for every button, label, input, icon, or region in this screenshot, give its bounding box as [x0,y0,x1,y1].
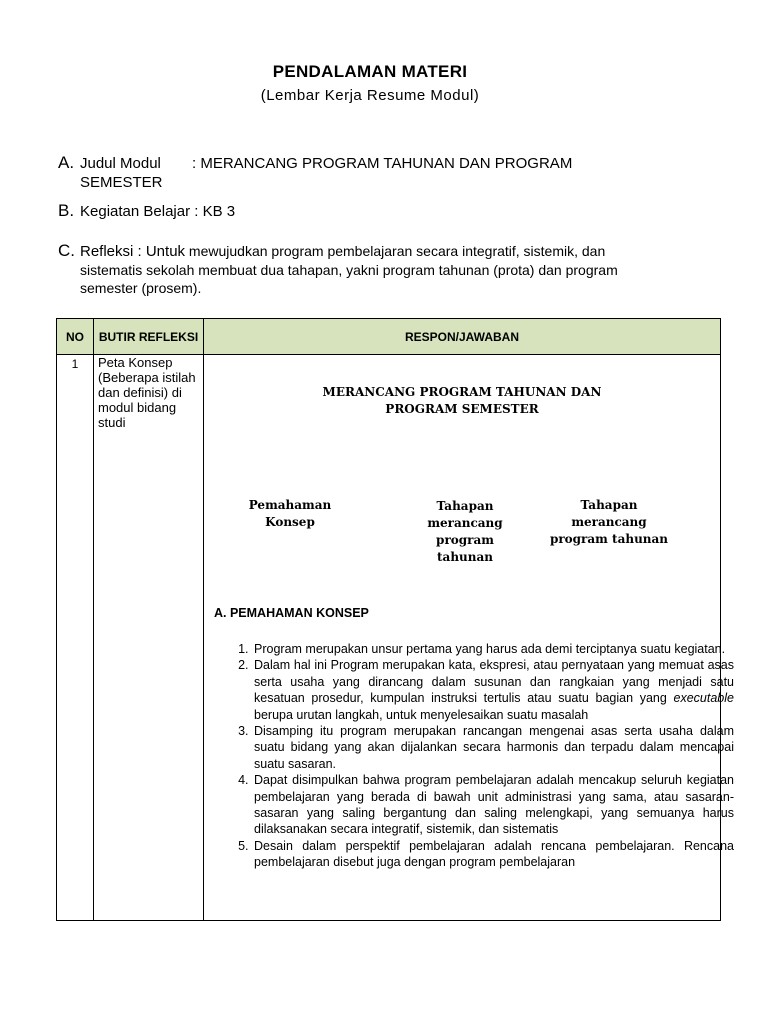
table-header-row [57,319,721,355]
concept-list [232,641,734,871]
table-row [57,355,721,921]
concept-node-tahapan-2: Tahapan merancang program tahunan [549,498,669,546]
section-heading-pemahaman-konsep: A. PEMAHAMAN KONSEP [214,606,369,620]
section-a-label: Judul Modul [80,155,161,172]
concept-node-pemahaman: Pemahaman Konsep [248,498,332,529]
row-number: 1 [57,355,94,921]
header-respon-jawaban: RESPON/JAWABAN [204,319,721,355]
list-item: 4. Dapat disimpulkan bahwa program pembelajaran adalah mencakup seluruh kegiatan pembelajaran yang berada di bawah unit administrasi yang sama, atau sasaran-sasaran yang saling bergantung dan saling melengkapi, yang semuanya harus dilaksanakan secara integratif, sistemik, dan sistematis [252,772,734,838]
header-butir-refleksi: BUTIR REFLEKSI [94,319,204,355]
row-butir: Peta Konsep (Beberapa istilah dan definisi) di modul bidang studi [94,355,204,921]
section-c-reflection [58,242,698,297]
section-c-letter: C. [58,241,75,260]
section-c-line3: semester (prosem). [80,280,202,296]
section-a-value-continued: SEMESTER [80,174,163,191]
row-respon [204,355,734,921]
section-c-line1: mewujudkan program pembelajaran secara integratif, sistemik, dan [185,243,606,259]
concept-map-title: MERANCANG PROGRAM TAHUNAN DAN PROGRAM SEMESTER [322,385,602,416]
concept-node-tahapan-1: Tahapan merancang program tahunan [427,499,503,564]
section-b-learning-activity [58,201,235,221]
header-no: NO [57,319,94,355]
list-item: 1. Program merupakan unsur pertama yang harus ada demi terciptanya suatu kegiatan. [252,641,734,657]
section-b-text: Kegiatan Belajar : KB 3 [80,203,236,220]
section-a-letter: A. [58,153,75,172]
section-a-value: : MERANCANG PROGRAM TAHUNAN DAN PROGRAM [192,155,573,172]
italic-term: executable [673,691,734,706]
list-item: 3. Disamping itu program merupakan rancangan mengenai asas serta usaha dalam suatu bidang yang akan dijalankan secara harmonis dan terpadu dalam mencapai suatu sasaran. [252,723,734,772]
reflection-table [56,318,734,921]
page-subtitle: (Lembar Kerja Resume Modul) [260,87,480,104]
list-item: 2. Dalam hal ini Program merupakan kata, ekspresi, atau pernyataan yang memuat asas serta usaha yang dirancang dalam susunan dan rangkaian yang menjadi satu kesatuan prosedur, kumpulan instruksi tertulis atau suatu bagian yang executable berupa urutan langkah, untuk menyelesaikan suatu masalah [252,657,734,723]
section-b-letter: B. [58,201,75,220]
section-c-line2: sistematis sekolah membuat dua tahapan, yakni program tahunan (prota) dan program [80,262,618,278]
page-title: PENDALAMAN MATERI [272,62,468,81]
section-c-lead: Refleksi : Untuk [80,243,186,260]
list-item: 5. Desain dalam perspektif pembelajaran adalah rencana pembelajaran. Rencana pembelajaran disebut juga dengan program pembelajaran [252,838,734,871]
section-a-module-title [58,153,708,192]
